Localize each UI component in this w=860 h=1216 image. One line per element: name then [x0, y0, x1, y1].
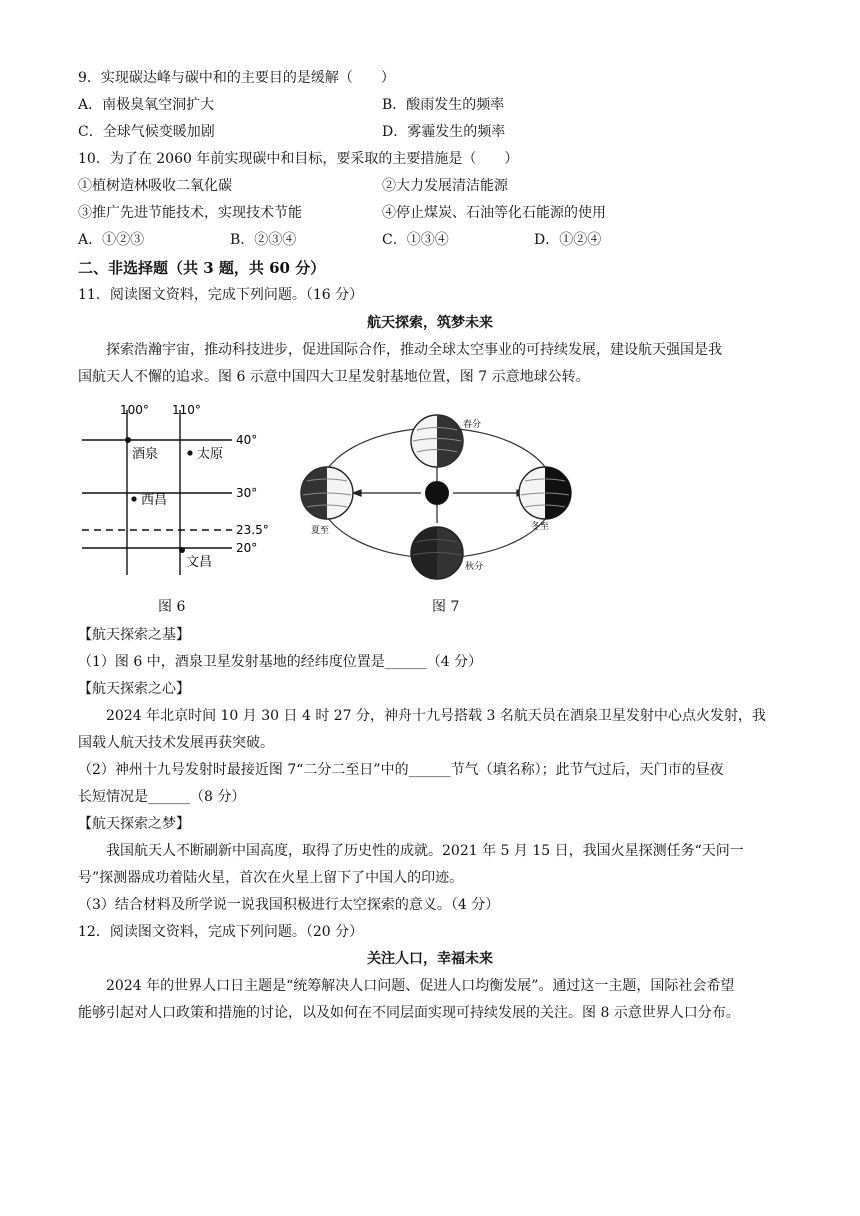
fig6-label-xichang: 西昌 — [141, 493, 168, 508]
q9-option-b: B．酸雨发生的频率 — [382, 97, 505, 113]
q10-option-d: D．①②④ — [534, 232, 602, 248]
q12-intro-line1: 2024 年的世界人口日主题是“统筹解决人口问题、促进人口均衡发展”。通过这一主题，国际社会希望 — [106, 978, 735, 994]
q11-part-1: （1）图 6 中，酒泉卫星发射基地的经纬度位置是______（4 分） — [78, 654, 483, 670]
q10-statement-2: ②大力发展清洁能源 — [382, 178, 508, 194]
fig7-caption: 图 7 — [432, 599, 460, 615]
earth-autumn-icon — [411, 527, 463, 579]
earth-spring-icon — [411, 415, 463, 467]
q11-subheading-2: 【航天探索之心】 — [78, 681, 190, 697]
q11-material-3-line1: 我国航天人不断刷新中国高度，取得了历史性的成就。2021 年 5 月 15 日，我国火星探测任务“天问一 — [106, 843, 744, 859]
fig7-label-summer: 夏至 — [311, 526, 330, 536]
earth-winter-icon — [519, 467, 571, 519]
q11-part-3: （3）结合材料及所学说一说我国积极进行太空探索的意义。（4 分） — [78, 897, 500, 913]
section-heading: 二、非选择题（共 3 题，共 60 分） — [78, 259, 326, 277]
fig7-label-autumn: 秋分 — [465, 562, 484, 572]
fig7-label-winter: 冬至 — [531, 522, 550, 532]
q12-stem: 12．阅读图文资料，完成下列问题。（20 分） — [78, 924, 364, 940]
q12-title: 关注人口，幸福未来 — [367, 951, 493, 967]
q10-option-b: B．②③④ — [230, 232, 297, 248]
q10-statement-1: ①植树造林吸收二氧化碳 — [78, 178, 232, 194]
q9-stem: 9．实现碳达峰与碳中和的主要目的是缓解（ ） — [78, 70, 395, 86]
fig7-label-spring: 春分 — [463, 420, 482, 430]
fig6-lat-20: 20° — [236, 541, 258, 555]
q11-material-2-line2: 国载人航天技术发展再获突破。 — [78, 735, 274, 751]
q10-option-c: C．①③④ — [382, 232, 449, 248]
q12-intro-line2: 能够引起对人口政策和措施的讨论，以及如何在不同层面实现可持续发展的关注。图 8 示意世界人口分布。 — [78, 1005, 740, 1021]
q9-option-c: C．全球气候变暖加剧 — [78, 124, 215, 140]
fig6-lat-23-5: 23.5° — [236, 523, 269, 537]
fig6-lon-110: 110° — [172, 403, 201, 417]
earth-summer-icon — [301, 467, 353, 519]
q9-option-d: D．雾霾发生的频率 — [382, 124, 506, 140]
figure-6-map — [80, 400, 280, 575]
q11-material-3-line2: 号”探测器成功着陆火星，首次在火星上留下了中国人的印迹。 — [78, 870, 464, 886]
q11-stem: 11．阅读图文资料，完成下列问题。（16 分） — [78, 287, 364, 303]
q10-option-a: A．①②③ — [78, 232, 145, 248]
q11-intro-line1: 探索浩瀚宇宙，推动科技进步，促进国际合作，推动全球太空事业的可持续发展，建设航天强国是我 — [106, 342, 722, 358]
fig6-label-wenchang: 文昌 — [186, 555, 213, 570]
q11-part-2-line1: （2）神州十九号发射时最接近图 7“二分二至日”中的______节气（填名称）；此节气过后，天门市的昼夜 — [78, 762, 724, 778]
q10-statement-3: ③推广先进节能技术，实现技术节能 — [78, 205, 302, 221]
fig6-lon-100: 100° — [120, 403, 149, 417]
q9-option-a: A．南极臭氧空洞扩大 — [78, 97, 215, 113]
q11-intro-line2: 国航天人不懈的追求。图 6 示意中国四大卫星发射基地位置，图 7 示意地球公转。 — [78, 369, 590, 385]
q10-statement-4: ④停止煤炭、石油等化石能源的使用 — [382, 205, 606, 221]
q11-material-2-line1: 2024 年北京时间 10 月 30 日 4 时 27 分，神舟十九号搭载 3 名航天员在酒泉卫星发射中心点火发射，我 — [106, 708, 766, 724]
fig6-lat-40: 40° — [236, 433, 258, 447]
fig6-label-taiyuan: 太原 — [197, 447, 224, 462]
q11-subheading-3: 【航天探索之梦】 — [78, 816, 190, 832]
sun-icon — [425, 481, 449, 505]
q11-part-2-line2: 长短情况是______（8 分） — [78, 789, 246, 805]
fig6-lat-30: 30° — [236, 486, 258, 500]
q10-stem: 10．为了在 2060 年前实现碳中和目标，要采取的主要措施是（ ） — [78, 151, 519, 167]
q11-subheading-1: 【航天探索之基】 — [78, 627, 190, 643]
fig6-label-jiuquan: 酒泉 — [132, 447, 159, 462]
figure-7-orbit — [295, 405, 580, 585]
q11-title: 航天探索，筑梦未来 — [367, 315, 493, 331]
fig6-caption: 图 6 — [158, 599, 186, 615]
